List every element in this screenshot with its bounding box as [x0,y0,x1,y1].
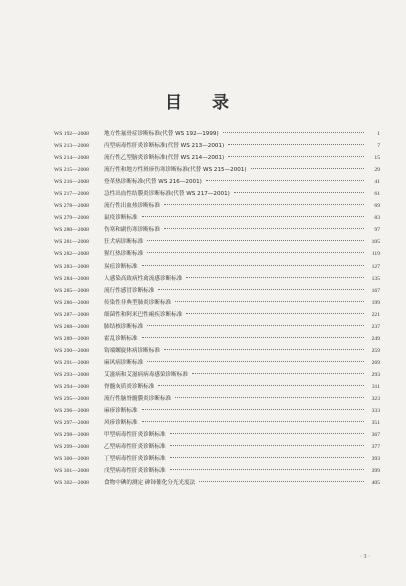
page-ref: 29 [374,167,380,174]
standard-title: 猩红热诊断标准 [104,251,144,258]
standard-title: 脊髓灰质炎诊断标准 [104,383,155,390]
toc-entry [54,248,380,260]
standard-code: WS 216—2008 [54,179,89,186]
standard-title: 乙型病毒性肝炎诊断标准 [104,444,166,451]
standard-title: 丙型病毒性肝炎诊断标准(代替 WS 213—2001) [104,143,225,150]
toc-entry [54,176,380,188]
toc-entry [54,453,380,465]
standard-code: WS 294—2008 [54,383,89,390]
dot-leader [170,445,364,446]
dot-leader [147,252,364,253]
standard-title: 丁型病毒性肝炎诊断标准 [104,456,166,463]
toc-entry [54,465,380,477]
toc-entry [54,321,380,333]
page-ref: 237 [371,323,380,330]
dot-leader [147,361,364,362]
standard-code: WS 279—2008 [54,215,89,222]
standard-title: 急性出血性结膜炎诊断标准(代替 WS 217—2001) [104,191,230,198]
page-ref: 221 [371,311,380,318]
page-ref: 351 [371,420,380,427]
dot-leader [170,433,364,434]
page-ref: 259 [371,347,380,354]
standard-title: 食物中碘的测定 砷铈催化分光光度法 [104,480,196,487]
page-ref: 127 [371,263,380,270]
dot-leader [142,337,364,338]
standard-title: 人感染高致病性禽流感诊断标准 [104,275,183,282]
standard-code: WS 298—2008 [54,432,89,439]
toc-entry [54,405,380,417]
page-number: · 3 · [360,554,370,560]
page-ref: 1 [377,131,380,137]
toc-entry [54,128,380,140]
standard-title: 登革热诊断标准(代替 WS 216—2001) [104,179,202,186]
standard-code: WS 278—2008 [54,203,89,210]
standard-code: WS 217—2008 [54,191,89,198]
dot-leader [175,397,364,398]
toc-entry [54,152,380,164]
toc-entry [54,357,380,369]
page-ref: 61 [374,191,380,198]
toc-entry [54,297,380,309]
standard-code: WS 215—2008 [54,167,89,174]
standard-code: WS 213—2008 [54,143,89,150]
toc-entry [54,236,380,248]
dot-leader [142,409,364,410]
toc-entry [54,188,380,200]
dot-leader [223,132,364,133]
standard-code: WS 281—2008 [54,239,89,246]
standard-title: 细菌性和阿米巴性痢疾诊断标准 [104,311,183,318]
standard-code: WS 287—2008 [54,311,89,318]
toc-list [54,128,380,489]
standard-title: 风疹诊断标准 [104,420,138,427]
page-ref: 393 [371,456,380,463]
standard-title: 炭疽诊断标准 [104,263,138,270]
dot-leader [175,301,364,302]
page-ref: 119 [371,251,380,258]
standard-code: WS 286—2008 [54,299,89,306]
standard-code: WS 283—2008 [54,263,89,270]
dot-leader [147,325,364,326]
dot-leader [164,349,364,350]
page-ref: 199 [371,299,380,306]
page-ref: 249 [371,335,380,342]
dot-leader [206,180,364,181]
dot-leader [170,457,364,458]
toc-entry [54,309,380,321]
toc-entry [54,164,380,176]
dot-leader [158,289,364,290]
standard-code: WS 214—2008 [54,155,89,162]
standard-code: WS 302—2008 [54,480,89,487]
dot-leader [251,168,364,169]
standard-title: 流行性乙型脑炎诊断标准(代替 WS 214—2001) [104,155,225,162]
dot-leader [142,421,364,422]
standard-code: WS 300—2008 [54,456,89,463]
standard-code: WS 288—2008 [54,323,89,330]
standard-code: WS 299—2008 [54,444,89,451]
standard-code: WS 293—2008 [54,371,89,378]
standard-title: 伤寒和副伤寒诊断标准 [104,227,160,234]
toc-entry [54,140,380,152]
standard-code: WS 291—2008 [54,359,89,366]
standard-code: WS 301—2008 [54,468,89,475]
dot-leader [228,156,364,157]
page-ref: 323 [371,396,380,403]
standard-code: WS 297—2008 [54,420,89,427]
page-ref: 311 [371,383,380,390]
standard-title: 鼠疫诊断标准 [104,215,138,222]
page-ref: 333 [371,408,380,415]
page-ref: 293 [371,371,380,378]
toc-entry [54,261,380,273]
toc-entry [54,477,380,489]
standard-code: WS 280—2008 [54,227,89,234]
toc-entry [54,273,380,285]
page-ref: 15 [374,155,380,162]
dot-leader [147,240,364,241]
page-ref: 135 [371,275,380,282]
dot-leader [234,192,364,193]
page-title: 目 录 [165,93,241,113]
page-ref: 41 [374,179,380,186]
toc-entry [54,441,380,453]
page-ref: 377 [371,444,380,451]
standard-title: 麻风病诊断标准 [104,359,144,366]
dot-leader [158,385,364,386]
dot-leader [142,216,364,217]
standard-title: 流行性出血热诊断标准 [104,203,160,210]
toc-entry [54,200,380,212]
standard-code: WS 290—2008 [54,347,89,354]
page-ref: 269 [371,359,380,366]
page-ref: 7 [377,143,380,150]
dot-leader [186,313,364,314]
toc-entry [54,333,380,345]
dot-leader [192,373,364,374]
page-ref: 405 [371,480,380,487]
dot-leader [199,481,364,482]
page-ref: 167 [371,287,380,294]
standard-code: WS 192—2008 [54,131,89,137]
toc-entry [54,369,380,381]
page-ref: 399 [371,468,380,475]
standard-code: WS 295—2008 [54,396,89,403]
toc-entry [54,224,380,236]
standard-title: 肺结核诊断标准 [104,323,144,330]
standard-code: WS 289—2008 [54,335,89,342]
standard-title: 麻疹诊断标准 [104,408,138,415]
standard-title: 戊型病毒性肝炎诊断标准 [104,468,166,475]
toc-entry [54,393,380,405]
dot-leader [164,228,364,229]
page-ref: 105 [371,239,380,246]
standard-title: 甲型病毒性肝炎诊断标准 [104,432,166,439]
standard-code: WS 284—2008 [54,275,89,282]
toc-entry [54,285,380,297]
toc-entry [54,381,380,393]
standard-title: 狂犬病诊断标准 [104,239,144,246]
toc-entry [54,429,380,441]
page-ref: 83 [374,215,380,222]
page-ref: 97 [374,227,380,234]
toc-entry [54,417,380,429]
standard-title: 流行性和地方性斑疹伤寒诊断标准(代替 WS 215—2001) [104,167,247,174]
standard-title: 艾滋病和艾滋病病毒感染诊断标准 [104,371,188,378]
dot-leader [164,204,364,205]
standard-title: 传染性非典型肺炎诊断标准 [104,299,172,306]
toc-entry [54,212,380,224]
dot-leader [186,277,364,278]
standard-title: 流行性脑脊髓膜炎诊断标准 [104,396,172,403]
dot-leader [170,469,364,470]
standard-code: WS 296—2008 [54,408,89,415]
standard-title: 霍乱诊断标准 [104,335,138,342]
standard-title: 流行性感冒诊断标准 [104,287,155,294]
standard-code: WS 285—2008 [54,287,89,294]
toc-entry [54,345,380,357]
page-ref: 367 [371,432,380,439]
page-ref: 69 [374,203,380,210]
dot-leader [228,144,364,145]
standard-title: 钩端螺旋体病诊断标准 [104,347,160,354]
standard-code: WS 282—2008 [54,251,89,258]
standard-title: 地方性氟骨症诊断标准(代替 WS 192—1999) [104,131,219,137]
dot-leader [142,265,364,266]
